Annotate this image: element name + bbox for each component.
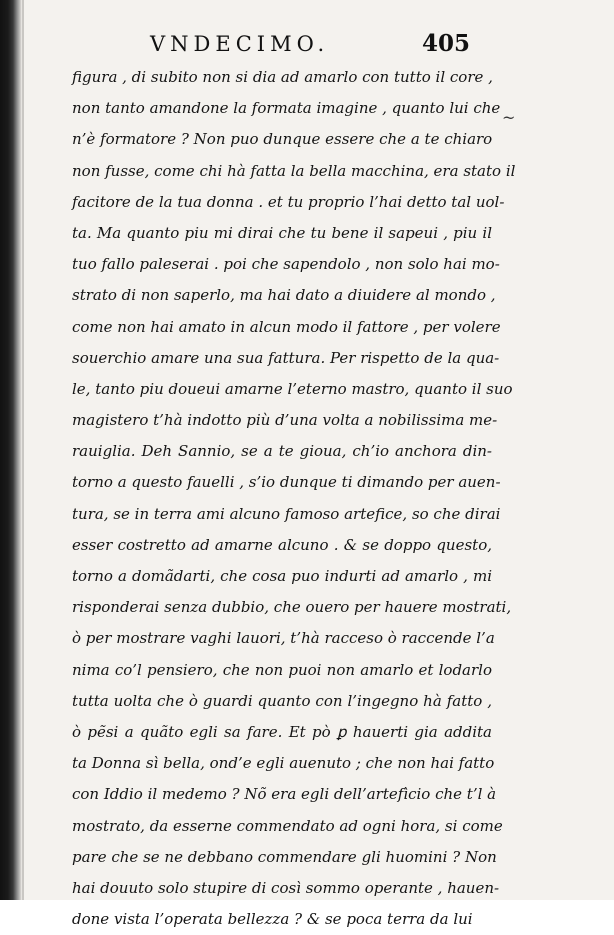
text-line: hai douuto solo stupire di così sommo operante , hauen- <box>72 878 500 897</box>
text-line: con Iddio il medemo ? Nõ era egli dell’artefìcio che t’l à <box>72 785 497 804</box>
text-line: magistero t’hà indotto più d’una volta a nobilissima me- <box>72 411 498 430</box>
text-line: ta Donna sì bella, ond’e egli auenuto ; che non hai fatto <box>72 754 495 773</box>
text-line: facitore de la tua donna . et tu proprio l’hai detto tal uol- <box>72 192 505 211</box>
margin-mark: ~ <box>502 108 516 127</box>
text-line: done vista l’operata bellezza ? & se poca terra da lui <box>72 910 473 929</box>
text-line: non tanto amandone la formata imagine , quanto lui che <box>72 99 501 118</box>
text-line: ò pẽsi a quãto egli sa fare. Et pò ꝑ hauerti gia addita <box>72 722 492 741</box>
text-line: nima co’l pensiero, che non puoi non amarlo et lodarlo <box>72 660 492 679</box>
text-line: pare che se ne debbano commendare gli huomini ? Non <box>72 847 497 866</box>
text-line: non fusse, come chi hà fatta la bella macchina, era stato il <box>72 161 516 180</box>
text-line: tura, se in terra ami alcuno famoso artefice, so che dirai <box>72 504 501 523</box>
text-line: tutta uolta che ò guardi quanto con l’ingegno hà fatto , <box>72 691 492 710</box>
text-line: rauiglia. Deh Sannio, se a te gioua, ch’io anchora din- <box>72 442 492 461</box>
text-line: come non hai amato in alcun modo il fattore , per volere <box>72 317 501 336</box>
text-line: risponderai senza dubbio, che ouero per hauere mostrati, <box>72 598 512 617</box>
text-line: torno a domãdarti, che cosa puo indurti ad amarlo , mi <box>72 567 492 585</box>
text-line: souerchio amare una sua fattura. Per rispetto de la qua- <box>72 348 500 367</box>
text-line: n’è formatore ? Non puo dunque essere che a te chiaro <box>72 130 493 149</box>
text-line: le, tanto piu doueui amarne l’eterno mastro, quanto il suo <box>72 379 513 398</box>
text-line: strato di non saperlo, ma hai dato a diuidere al mondo , <box>72 286 496 305</box>
page-edge <box>22 0 24 900</box>
text-line: torno a questo fauelli , s’io dunque ti dimando per auen- <box>72 473 501 492</box>
page-number: 405 <box>422 30 471 57</box>
body-text <box>72 62 516 935</box>
book-binding <box>0 0 22 900</box>
text-line: figura , di subito non si dia ad amarlo con tutto il core , <box>72 68 493 86</box>
text-line: mostrato, da esserne commendato ad ogni hora, si come <box>72 816 503 835</box>
text-line: ta. Ma quanto piu mi dirai che tu bene il sapeui , piu il <box>72 223 492 242</box>
text-line: tuo fallo paleserai . poi che sapendolo , non solo hai mo- <box>72 255 500 274</box>
text-line: ò per mostrare vaghi lauori, t’hà racceso ò raccende l’a <box>72 629 495 648</box>
running-head: VNDECIMO. <box>150 32 330 56</box>
text-line: esser costretto ad amarne alcuno . & se doppo questo, <box>72 535 492 554</box>
page-header <box>0 30 614 64</box>
